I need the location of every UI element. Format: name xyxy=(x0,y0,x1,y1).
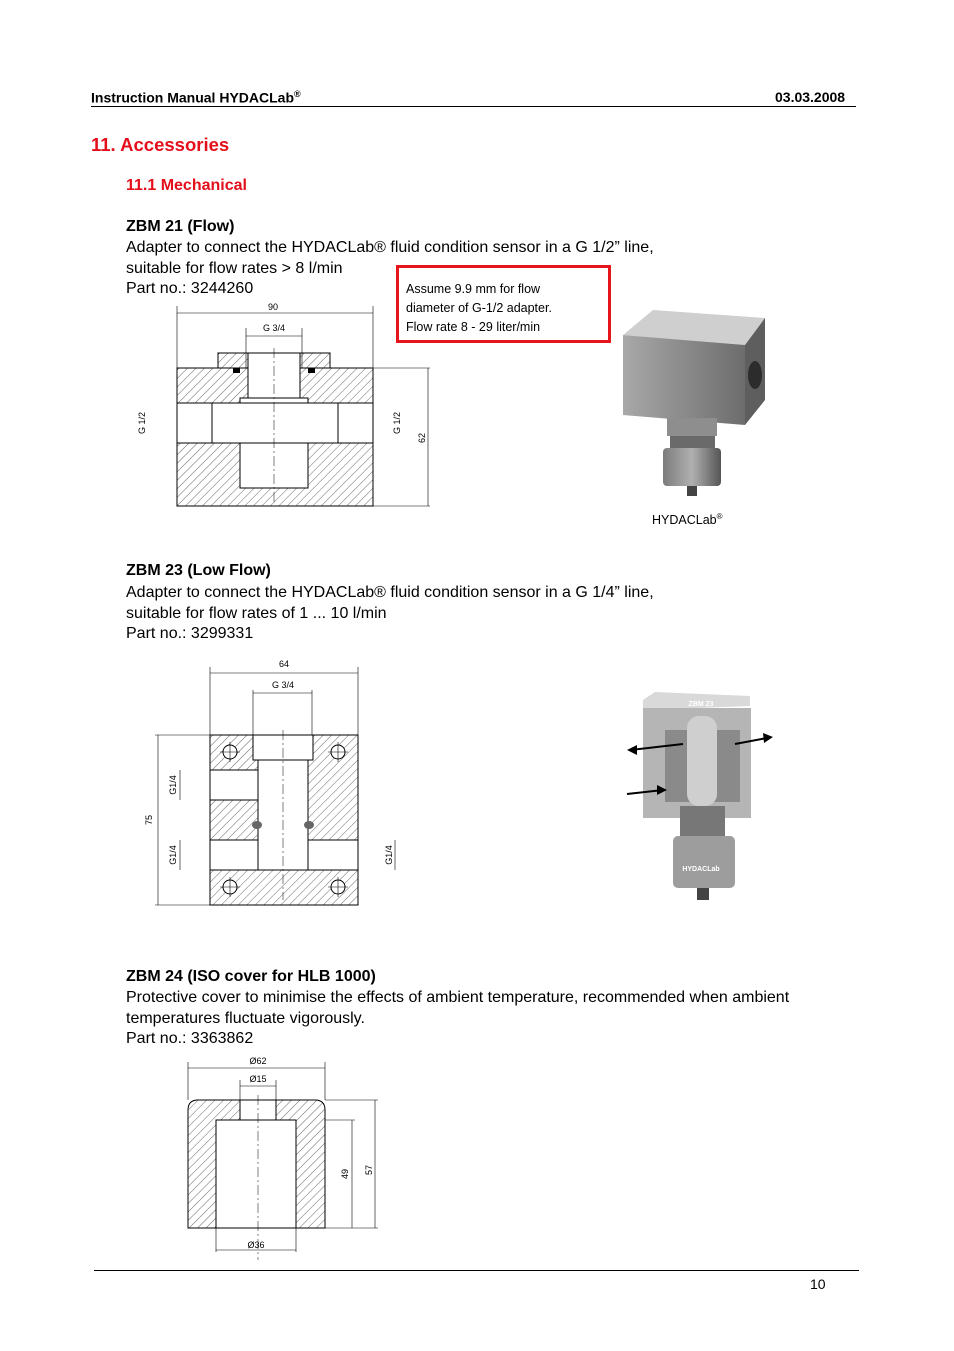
header-date: 03.03.2008 xyxy=(775,89,846,105)
zbm21-dim-height: 62 xyxy=(417,432,427,444)
zbm21-photo xyxy=(615,300,775,505)
zbm21-note-box: Assume 9.9 mm for flow diameter of G-1/2 adapter. Flow rate 8 - 29 liter/min xyxy=(396,265,611,343)
zbm23-photo xyxy=(625,688,780,913)
zbm23-dim-width: 64 xyxy=(278,659,290,669)
zbm23-dim-top-port: G 3/4 xyxy=(271,680,295,690)
zbm21-dim-left-port: G 1/2 xyxy=(137,411,147,435)
zbm21-dim-right-port: G 1/2 xyxy=(392,411,402,435)
zbm21-dim-width: 90 xyxy=(267,302,279,312)
zbm21-drawing xyxy=(130,298,440,513)
zbm24-dim-inner: Ø36 xyxy=(247,1240,265,1250)
zbm23-dim-height: 75 xyxy=(144,814,154,826)
zbm23-photo-brand: HYDACLab xyxy=(682,866,720,873)
zbm24-dim-outer: Ø62 xyxy=(249,1056,267,1066)
header-title: Instruction Manual HYDACLab® xyxy=(91,89,301,106)
zbm24-title: ZBM 24 (ISO cover for HLB 1000) xyxy=(126,968,376,985)
zbm23-drawing xyxy=(140,655,410,910)
zbm23-photo-label: ZBM 23 xyxy=(688,701,714,708)
zbm23-dim-port-b: G1/4 xyxy=(168,845,178,865)
zbm23-dim-port-a: G1/4 xyxy=(168,775,178,795)
subsection-title: 11.1 Mechanical xyxy=(126,177,247,194)
zbm23-description: Adapter to connect the HYDACLab® fluid condition sensor in a G 1/4” line, suitable for flow rates of 1 ... 10 l/min Part no.: 3299331 xyxy=(126,584,654,642)
zbm23-title: ZBM 23 (Low Flow) xyxy=(126,562,271,579)
zbm24-drawing xyxy=(180,1050,390,1265)
zbm21-description: Adapter to connect the HYDACLab® fluid condition sensor in a G 1/2” line, suitable for flow rates > 8 l/min Part no.: 3244260 xyxy=(126,239,654,297)
footer-rule xyxy=(94,1270,859,1271)
zbm24-dim-top: Ø15 xyxy=(249,1074,267,1084)
zbm21-dim-top-port: G 3/4 xyxy=(262,323,286,333)
zbm24-dim-h2: 57 xyxy=(364,1164,374,1176)
page-number: 10 xyxy=(810,1276,826,1292)
zbm21-title: ZBM 21 (Flow) xyxy=(126,218,235,235)
zbm21-photo-caption: HYDACLab® xyxy=(652,512,723,528)
zbm24-dim-h1: 49 xyxy=(340,1168,350,1180)
zbm24-description: Protective cover to minimise the effects of ambient temperature, recommended when ambient temperatures fluctuate vigorously. Part no.: 3363862 xyxy=(126,989,790,1047)
header-rule xyxy=(91,106,856,107)
section-title: 11. Accessories xyxy=(91,134,230,155)
zbm23-dim-port-c: G1/4 xyxy=(384,845,394,865)
